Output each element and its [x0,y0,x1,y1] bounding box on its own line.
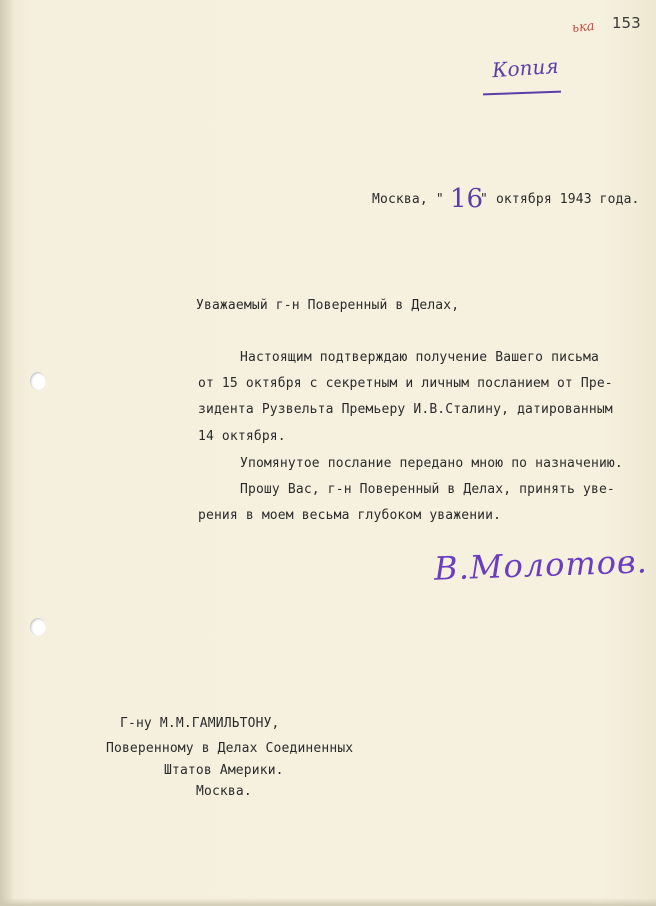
red-handwritten-mark: ька [571,18,596,37]
body-line: Настоящим подтверждаю получение Вашего письма [240,350,599,365]
copy-underline [483,91,561,96]
page-left-shadow [0,0,14,906]
addressee-line: Москва. [196,784,252,799]
signature: В.Молотов. [433,542,649,588]
date-day-handwritten: 16 [450,184,484,214]
body-line: рения в моем весьма глубоком уважении. [198,508,502,523]
date-prefix: Москва, " [372,192,444,207]
body-line: 14 октября. [198,429,286,444]
page-bottom-shadow [0,898,656,906]
body-line: Упомянутое послание передано мною по назначению. [240,456,623,471]
body-line: от 15 октября с секретным и личным посланием от Пре- [198,376,613,391]
addressee-line: Поверенному в Делах Соединенных [106,741,354,756]
addressee-line: Штатов Америки. [164,763,284,778]
addressee-line: Г-ну М.М.ГАМИЛЬТОНУ, [120,716,280,731]
copy-stamp-handwritten: Копия [491,53,560,83]
date-suffix: " октября 1943 года. [480,192,640,207]
punch-hole-bottom [30,618,46,636]
page-number: 153 [612,14,641,32]
body-line: Прошу Вас, г-н Поверенный в Делах, принять уве- [240,482,615,497]
salutation: Уважаемый г-н Поверенный в Делах, [196,298,460,313]
punch-hole-top [30,372,46,390]
body-line: зидента Рузвельта Премьеру И.В.Сталину, датированным [198,402,613,417]
